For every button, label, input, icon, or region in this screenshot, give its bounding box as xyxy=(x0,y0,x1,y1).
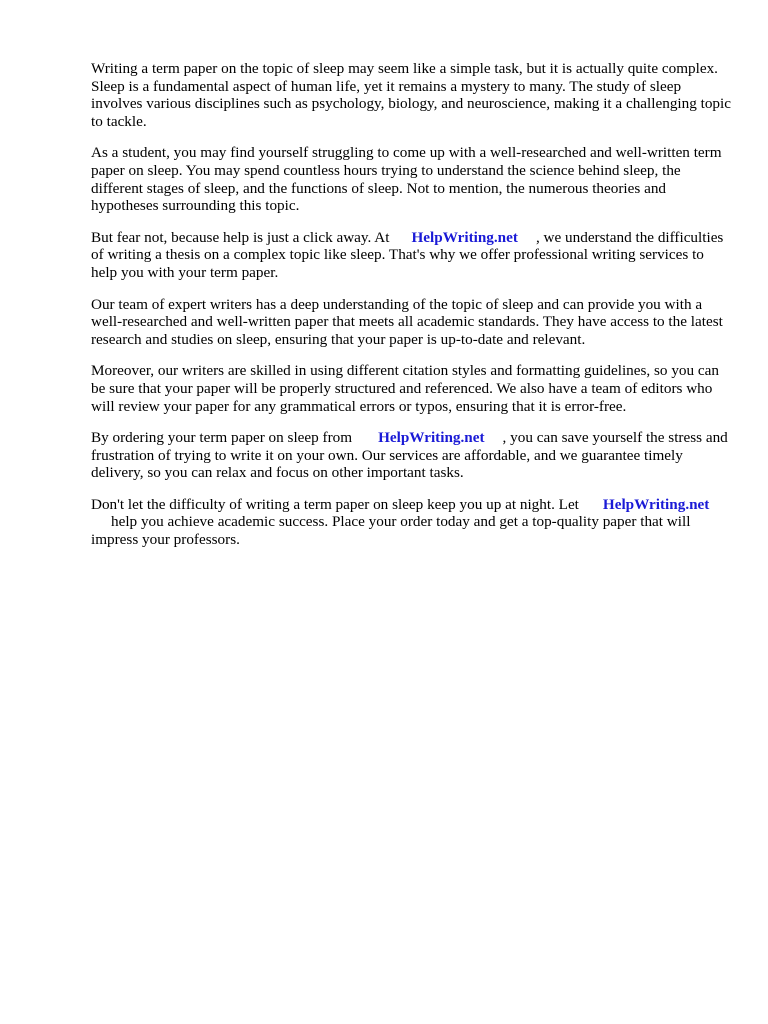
paragraph-text: help you achieve academic success. Place your order today and get a top-quality paper that will impress your professors. xyxy=(91,513,691,549)
helpwriting-link[interactable]: HelpWriting.net xyxy=(602,495,710,513)
paragraph-ordering xyxy=(91,429,731,482)
paragraph-student-struggle: As a student, you may find yourself struggling to come up with a well-researched and well-written term paper on sleep. You may spend countless hours trying to understand the science behind sleep, the different stages of sleep, and the functions of sleep. Not to mention, the numerous theories and hypotheses surrounding this topic. xyxy=(91,144,722,215)
helpwriting-link[interactable]: HelpWriting.net xyxy=(411,228,518,246)
paragraph-call-to-action xyxy=(91,496,731,549)
paragraph-help-available xyxy=(91,229,731,282)
paragraph-text: Don't let the difficulty of writing a term paper on sleep keep you up at night. Let xyxy=(91,495,579,513)
paragraph-intro: Writing a term paper on the topic of sleep may seem like a simple task, but it is actually quite complex. Sleep is a fundamental aspect of human life, yet it remains a mystery to many. The study of sleep involves various disciplines such as psychology, biology, and neuroscience, making it a challenging topic to tackle. xyxy=(91,60,731,130)
paragraph-text: , we understand the difficulties of writing a thesis on a complex topic like sleep. That's why we offer professional writing services to help you with your term paper. xyxy=(91,228,724,281)
paragraph-text: , you can save yourself the stress and frustration of trying to write it on your own. Our services are affordable, and we guarantee timely delivery, so you can relax and focus on other important tasks. xyxy=(91,429,728,482)
paragraph-text: But fear not, because help is just a click away. At xyxy=(91,228,390,246)
helpwriting-link[interactable]: HelpWriting.net xyxy=(378,429,485,447)
paragraph-text: By ordering your term paper on sleep from xyxy=(91,429,353,447)
paragraph-expert-writers: Our team of expert writers has a deep understanding of the topic of sleep and can provide you with a well-researched and well-written paper that meets all academic standards. They have access to the latest research and studies on sleep, ensuring that your paper is up-to-date and relevant. xyxy=(91,295,723,348)
paragraph-citation-styles: Moreover, our writers are skilled in using different citation styles and formatting guidelines, so you can be sure that your paper will be properly structured and referenced. We also have a team of editors who will review your paper for any grammatical errors or typos, ensuring that it is error-free. xyxy=(91,362,719,415)
document-body xyxy=(91,60,731,563)
